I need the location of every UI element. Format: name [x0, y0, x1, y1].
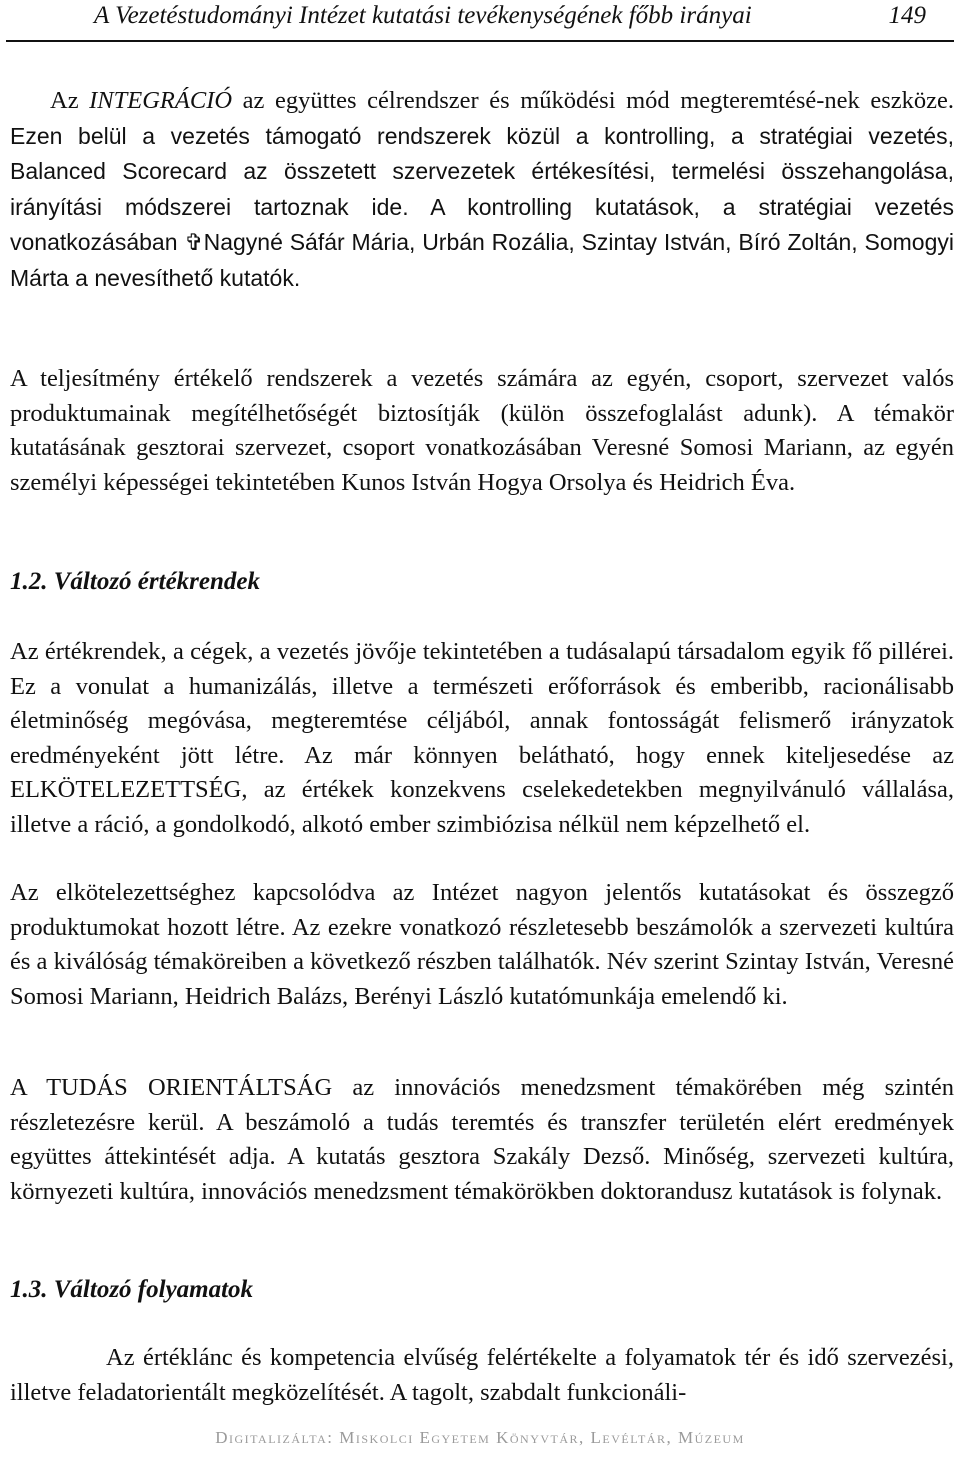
paragraph-commitment: Az elkötelezettséghez kapcsolódva az Intézet nagyon jelentős kutatásokat és összegző produktumokat hozott létre. Az ezekre vonatkozó részletesebb beszámolók a szervezeti kultúra és a kiválóság témaköreiben a következő részben találhatók. Név szerint Szintay István, Veresné Somosi Mariann, Heidrich Balázs, Berényi László kutatómunkája emelendő ki. — [10, 879, 954, 1010]
page-number: 149 — [888, 2, 926, 29]
digitization-footer: Digitalizálta: Miskolci Egyetem Könyvtár, Levéltár, Múzeum — [215, 1428, 745, 1447]
paragraph-integration-rest: az együttes célrendszer és működési mód megteremtésé-nek eszköze. — [232, 87, 954, 114]
paragraph-knowledge-orientation: A TUDÁS ORIENTÁLTSÁG az innovációs menedzsment témakörében még szintén részletezésre kerül. A beszámoló a tudás teremtés és transzfer területén elért eredmények együttes áttekintését adja. A kutatás gesztora Szakály Dezső. Minőség, szervezeti kultúra, környezeti kultúra, innovációs menedzsment témakörökben doktorandusz kutatások is folynak. — [10, 1074, 954, 1205]
section-heading-1-2: 1.2. Változó értékrendek — [10, 568, 260, 595]
paragraph-integration — [10, 84, 954, 296]
running-header — [6, 0, 954, 42]
paragraph-integration-lead: Az — [50, 87, 90, 114]
paragraph-value-systems: Az értékrendek, a cégek, a vezetés jövője tekintetében a tudásalapú társadalom egyik fő pillérei. Ez a vonulat a humanizálás, illetve a természeti erőforrások és emberibb, racionálisabb életminőség megóvása, megteremtése céljából, annak fontosságát felismerő irányzatok eredményeként jött létre. Az már könnyen belátható, hogy ennek kiteljesedése az ELKÖTELEZETTSÉG, az értékek konzekvens cselekedetekben megnyilvánuló vállalása, illetve a ráció, a gondolkodó, alkotó ember szimbiózisa nélkül nem képzelhető el. — [10, 638, 954, 838]
paragraph-integration-sans: Ezen belül a vezetés támogató rendszerek közül a kontrolling, a stratégiai vezetés, Balanced Scorecard az összetett szervezetek értékesítési, termelési összehangolása, irányítási módszerei tartoznak ide. A kontrolling kutatások, a stratégiai vezetés vonatkozásában ✞Nagyné Sáfár Mária, Urbán Rozália, Szintay István, Bíró Zoltán, Somogyi Márta a nevesíthető kutatók. — [10, 122, 954, 291]
integration-term: INTEGRÁCIÓ — [89, 87, 233, 114]
section-heading-1-3: 1.3. Változó folyamatok — [10, 1276, 254, 1303]
paragraph-processes: Az értéklánc és kompetencia elvűség felértékelte a folyamatok tér és idő szervezési, illetve feladatorientált megközelítését. A tagolt, szabdalt funkcionáli- — [10, 1344, 954, 1406]
running-header-title: A Vezetéstudományi Intézet kutatási tevékenységének főbb irányai — [94, 2, 752, 29]
paragraph-performance-evaluation: A teljesítmény értékelő rendszerek a vezetés számára az egyén, csoport, szervezet valós produktumainak megítélhetőségét biztosítják (külön összefoglalást adunk). A témakör kutatásának gesztorai szervezet, csoport vonatkozásában Veresné Somosi Mariann, az egyén személyi képességei tekintetében Kunos István Hogya Orsolya és Heidrich Éva. — [10, 365, 954, 496]
